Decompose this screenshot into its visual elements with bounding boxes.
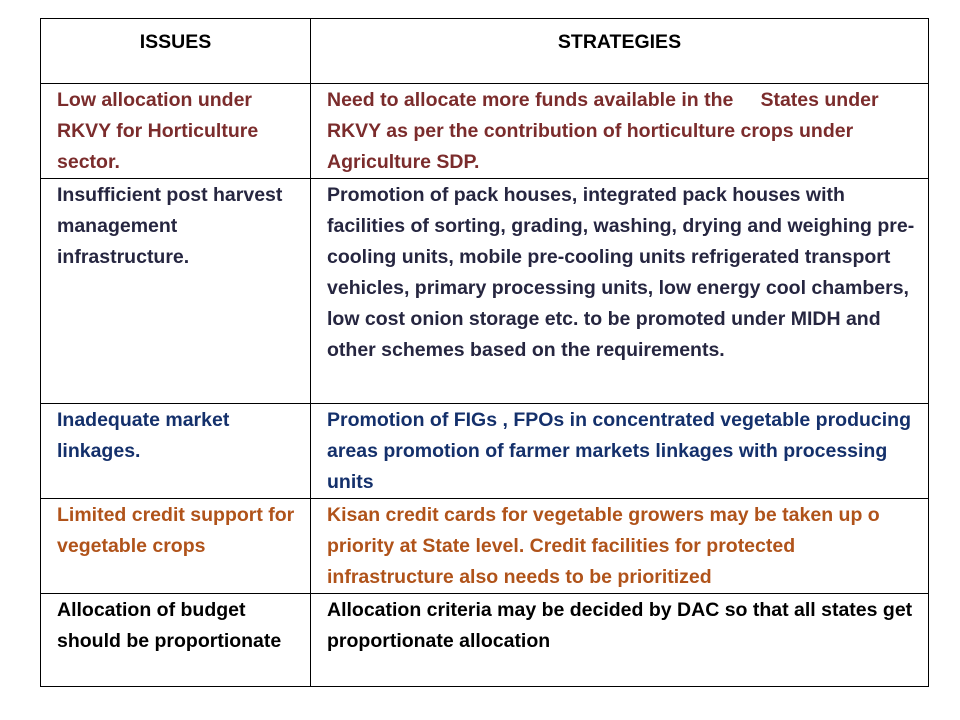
strategy-text: Kisan credit cards for vegetable growers may be taken up o priority at State level. Credit facilities for protected infrastructure also needs to be prioritized [327,504,880,588]
table-row [41,179,929,404]
strategy-text: Need to allocate more funds available in the States under RKVY as per the contribution of horticulture crops under Agriculture SDP. [327,89,879,173]
strategy-cell [311,594,929,687]
strategy-cell [311,84,929,179]
strategy-text: Promotion of pack houses, integrated pack houses with facilities of sorting, grading, washing, drying and weighing pre-cooling units, mobile pre-cooling units refrigerated transport vehicles, primary processing units, low energy cool chambers, low cost onion storage etc. to be promoted under MIDH and other schemes based on the requirements. [327,184,915,361]
issue-cell [41,594,311,687]
table-row [41,84,929,179]
strategy-cell [311,404,929,499]
issue-text: Insufficient post harvest management infrastructure. [57,184,283,268]
issue-cell [41,84,311,179]
issue-cell [41,499,311,594]
issue-text: Allocation of budget should be proportionate [57,599,282,652]
issue-text: Inadequate market linkages. [57,409,230,462]
strategy-cell [311,499,929,594]
strategy-text: Allocation criteria may be decided by DAC so that all states get proportionate allocation [327,599,913,652]
issue-cell [41,404,311,499]
table-row [41,404,929,499]
strategy-cell [311,179,929,404]
header-issues: ISSUES [41,19,311,84]
table-header-row [41,19,929,84]
issue-cell [41,179,311,404]
issue-text: Limited credit support for vegetable crops [57,504,295,557]
table-row [41,594,929,687]
table-row [41,499,929,594]
issues-strategies-table [40,18,929,687]
issue-text: Low allocation under RKVY for Horticulture sector. [57,89,259,173]
strategy-text: Promotion of FIGs , FPOs in concentrated vegetable producing areas promotion of farmer markets linkages with processing units [327,409,911,493]
header-strategies: STRATEGIES [311,19,929,84]
